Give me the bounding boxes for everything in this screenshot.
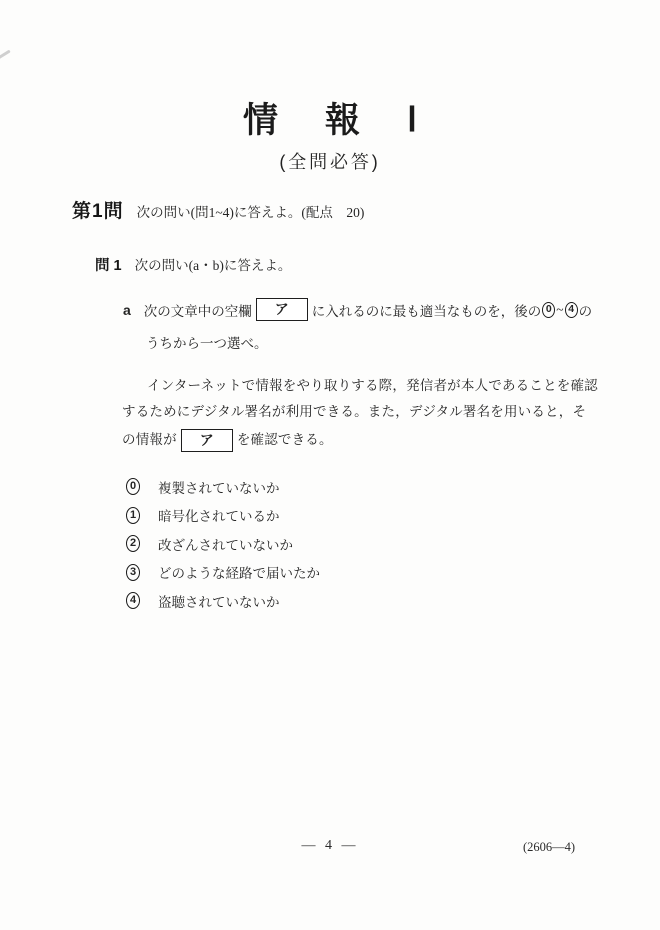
subquestion-a-text-end: の — [578, 303, 593, 319]
option-2 — [126, 535, 320, 552]
section-number: 第1問 — [72, 201, 124, 222]
passage-line-1: インターネットで情報をやり取りする際，発信者が本人であることを確認 — [147, 378, 598, 393]
booklet-code: (2606—4) — [523, 840, 576, 854]
subquestion-a-label: a — [123, 301, 131, 318]
title-roman-numeral: Ⅰ — [407, 102, 418, 139]
subquestion-a-text-before-box: 次の文章中の空欄 — [143, 303, 252, 319]
passage-line-3-post: を確認できる。 — [236, 432, 333, 447]
option-4-label: 盗聴されていないか — [158, 594, 280, 610]
section-1-heading — [72, 196, 364, 223]
subtitle-all-questions-required: (全問必答) — [279, 152, 381, 172]
option-3-label: どのような経路で届いたか — [158, 566, 320, 581]
answer-options-list — [126, 478, 320, 621]
circled-digit-1: 1 — [126, 507, 140, 524]
answer-blank-box-passage: ア — [181, 429, 233, 452]
option-3 — [126, 564, 320, 581]
page-title — [0, 101, 660, 141]
passage-line-2: するためにデジタル署名が利用できる。また，デジタル署名を用いると，そ — [122, 404, 587, 419]
circled-digit-0-inline: 0 — [542, 302, 555, 318]
question-1-label: 問 1 — [95, 258, 122, 274]
scan-artifact — [0, 50, 11, 60]
title-char-2: 報 — [324, 101, 360, 140]
section-instruction: 次の問い(問1~4)に答えよ。(配点 20) — [136, 205, 365, 220]
subquestion-a — [123, 298, 592, 321]
circled-digit-3: 3 — [126, 564, 140, 581]
circled-digit-4-inline: 4 — [565, 302, 578, 318]
subquestion-a-line2: うちから一つ選べ。 — [146, 336, 268, 351]
passage — [122, 373, 598, 455]
question-1-text: 次の問い(a・b)に答えよ。 — [134, 258, 292, 273]
passage-line-3-pre: の情報が — [122, 432, 177, 447]
subquestion-a-text-after-box: に入れるのに最も適当なものを，後の — [311, 303, 542, 319]
circled-digit-2: 2 — [126, 535, 140, 552]
answer-blank-box-a: ア — [256, 298, 308, 321]
option-0 — [126, 478, 320, 495]
passage-line-3 — [122, 425, 598, 455]
option-1-label: 暗号化されているか — [158, 509, 280, 524]
option-0-label: 複製されていないか — [158, 480, 280, 496]
range-tilde: ~ — [556, 301, 564, 317]
circled-digit-0: 0 — [126, 478, 140, 495]
circled-digit-4: 4 — [126, 592, 140, 609]
title-char-1: 情 — [242, 101, 278, 140]
option-4 — [126, 592, 320, 609]
title-block — [0, 101, 660, 174]
option-1 — [126, 507, 320, 524]
page-number: — 4 — — [301, 838, 359, 853]
option-2-label: 改ざんされていないか — [158, 537, 293, 553]
question-1-heading — [95, 254, 291, 275]
